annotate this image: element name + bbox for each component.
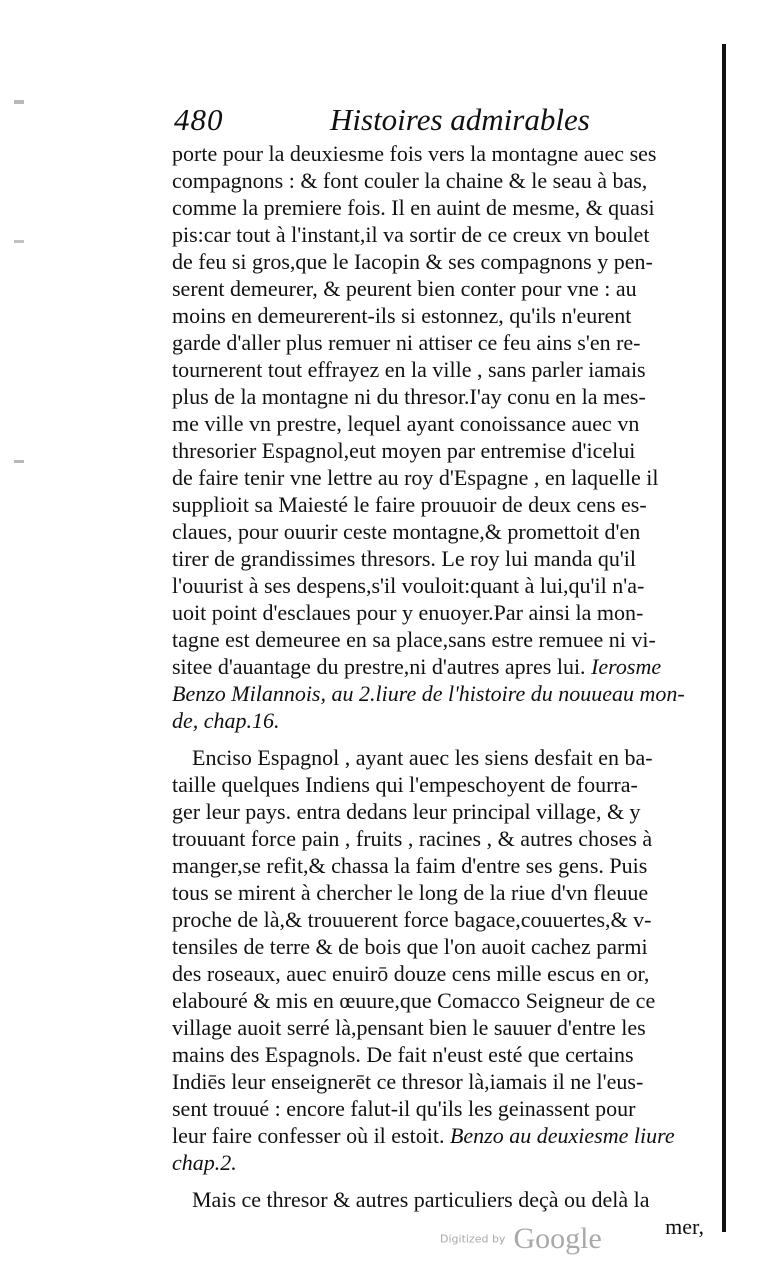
text-line: tagne est demeuree en sa place,sans estre remuee ni vi- bbox=[172, 627, 656, 652]
page-edge-shadow bbox=[722, 44, 726, 1232]
citation-2-start: Benzo au deuxiesme liure bbox=[449, 1123, 675, 1148]
text-line: tournerent tout effrayez en la ville , sans parler iamais bbox=[172, 357, 646, 382]
text-line: me ville vn prestre, lequel ayant conoissance auec vn bbox=[172, 411, 640, 436]
citation-2-line bbox=[172, 1122, 704, 1149]
page-number: 480 bbox=[174, 102, 224, 137]
text-line: thresorier Espagnol,eut moyen par entremise d'icelui bbox=[172, 438, 636, 463]
paragraph-1 bbox=[172, 140, 704, 653]
citation-1-line-3: de, chap.16. bbox=[172, 708, 280, 733]
text-line: moins en demeurerent-ils si estonnez, qu'ils n'eurent bbox=[172, 303, 632, 328]
text-line: porte pour la deuxiesme fois vers la montagne auec ses bbox=[172, 141, 657, 166]
text-line: taille quelques Indiens qui l'empeschoyent de fourra- bbox=[172, 772, 638, 797]
running-title: Histoires admirables bbox=[330, 102, 590, 137]
page-text bbox=[172, 140, 704, 1240]
paragraph-2 bbox=[172, 744, 704, 1122]
paragraph-gap bbox=[172, 734, 704, 744]
text-line: serent demeurer, & peurent bien conter pour vne : au bbox=[172, 276, 637, 301]
text-line: plus de la montagne ni du thresor.I'ay conu en la mes- bbox=[172, 384, 646, 409]
text-line: village auoit serré là,pensant bien le sauuer d'entre les bbox=[172, 1015, 646, 1040]
google-logo: Google bbox=[513, 1222, 602, 1255]
text-line: sent trouué : encore falut-il qu'ils les geinassent pour bbox=[172, 1096, 636, 1121]
text-line: des roseaux, auec enuirō douze cens mille escus en or, bbox=[172, 961, 650, 986]
text-line: manger,se refit,& chassa la faim d'entre ses gens. Puis bbox=[172, 853, 648, 878]
text-line: garde d'aller plus remuer ni attiser ce feu ains s'en re- bbox=[172, 330, 641, 355]
citation-1-line bbox=[172, 653, 704, 680]
text-line: pis:car tout à l'instant,il va sortir de ce creux vn boulet bbox=[172, 222, 650, 247]
digitized-by-google-watermark bbox=[440, 1222, 602, 1262]
text-line: claues, pour ouurir ceste montagne,& promettoit d'en bbox=[172, 519, 641, 544]
citation-2-line-2: chap.2. bbox=[172, 1150, 237, 1175]
text-line: proche de là,& trouuerent force bagace,couuertes,& v- bbox=[172, 907, 652, 932]
text-line: Enciso Espagnol , ayant auec les siens desfait en ba- bbox=[192, 745, 653, 770]
running-head bbox=[174, 96, 694, 140]
paragraph-1-last-line: sitee d'auantage du prestre,ni d'autres apres lui. bbox=[172, 654, 586, 679]
text-line: supplioit sa Maiesté le faire prouuoir de deux cens es- bbox=[172, 492, 647, 517]
paragraph-3: Mais ce thresor & autres particuliers deçà ou delà la bbox=[192, 1187, 650, 1212]
text-line: compagnons : & font couler la chaine & le seau à bas, bbox=[172, 168, 648, 193]
text-line: de feu si gros,que le Iacopin & ses compagnons y pen- bbox=[172, 249, 653, 274]
citation-1-line-2: Benzo Milannois, au 2.liure de l'histoire du nouueau mon- bbox=[172, 681, 685, 706]
scan-specks bbox=[14, 60, 24, 620]
paragraph-gap bbox=[172, 1176, 704, 1186]
text-line: comme la premiere fois. Il en auint de mesme, & quasi bbox=[172, 195, 655, 220]
text-line: trouuant force pain , fruits , racines , & autres choses à bbox=[172, 826, 653, 851]
text-line: uoit point d'esclaues pour y enuoyer.Par ainsi la mon- bbox=[172, 600, 644, 625]
text-line: tirer de grandissimes thresors. Le roy lui manda qu'il bbox=[172, 546, 637, 571]
text-line: ger leur pays. entra dedans leur principal village, & y bbox=[172, 799, 641, 824]
paragraph-2-last-line: leur faire confesser où il estoit. bbox=[172, 1123, 445, 1148]
text-line: tous se mirent à chercher le long de la riue d'vn fleuue bbox=[172, 880, 649, 905]
text-line: elabouré & mis en œuure,que Comacco Seigneur de ce bbox=[172, 988, 656, 1013]
catchword: mer, bbox=[665, 1214, 704, 1239]
text-line: mains des Espagnols. De fait n'eust esté que certains bbox=[172, 1042, 634, 1067]
text-line: l'ouurist à ses despens,s'il vouloit:quant à lui,qu'il n'a- bbox=[172, 573, 645, 598]
text-line: de faire tenir vne lettre au roy d'Espagne , en laquelle il bbox=[172, 465, 659, 490]
citation-1-start: Ierosme bbox=[591, 654, 662, 679]
text-line: Indiēs leur enseignerēt ce thresor là,iamais il ne l'eus- bbox=[172, 1069, 644, 1094]
text-line: tensiles de terre & de bois que l'on auoit cachez parmi bbox=[172, 934, 648, 959]
digitized-label: Digitized by bbox=[440, 1232, 506, 1246]
